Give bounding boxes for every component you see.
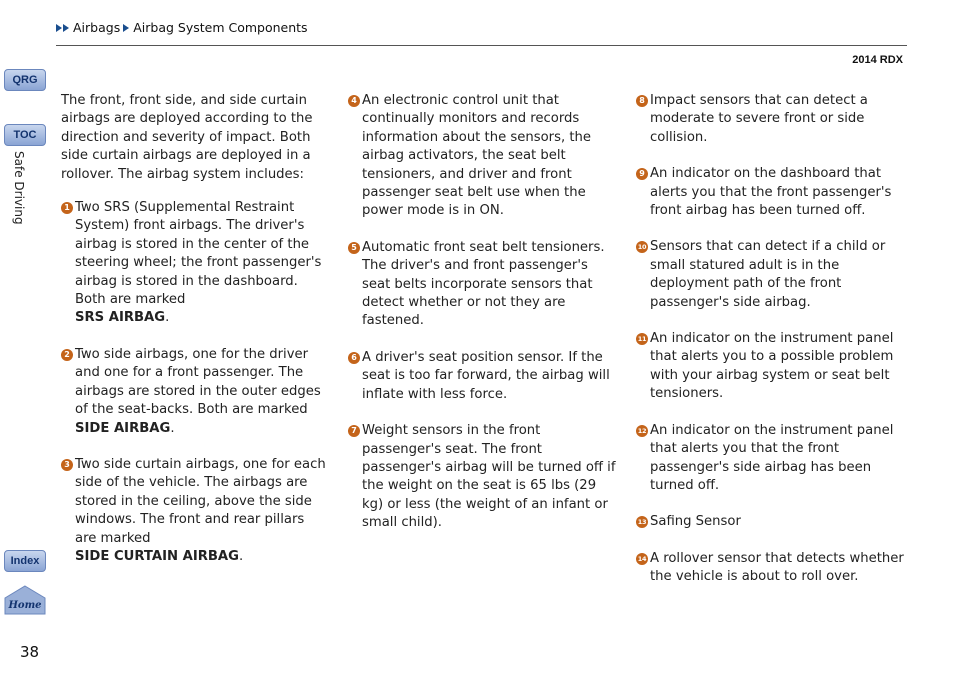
breadcrumb-current: Airbag System Components [133,20,308,35]
home-button[interactable] [4,585,46,615]
list-item: 7 Weight sensors in the front passenger's seat. The front passenger's airbag will be turned off if the weight on the seat is 65 lbs (29 kg) or less (the weight of an infant or small child). [348,422,616,532]
list-item: 4 An electronic control unit that continually monitors and records information about the sensors, the airbag activators, the seat belt tensioners, and driver and front passenger seat belt use when the power mode is in ON. [348,92,616,221]
header-divider [56,45,907,46]
qrg-button[interactable]: QRG [4,69,46,91]
column-1 [61,92,326,584]
intro-paragraph: The front, front side, and side curtain airbags are deployed according to the direction and severity of impact. Both side curtain airbags are deployed in a rollover. The airbag system includes: [61,93,313,182]
number-4-icon: 4 [348,95,360,107]
arrow-icon [56,24,62,32]
number-13-icon: 13 [637,518,647,527]
number-2-icon: 2 [61,349,73,361]
number-14-icon: 14 [637,554,647,563]
model-label: 2014 RDX [852,54,903,66]
number-3-icon: 3 [61,459,73,471]
list-item: 8 Impact sensors that can detect a moderate to severe front or side collision. [636,92,908,147]
number-1-icon: 1 [61,202,73,214]
list-item: 3 Two side curtain airbags, one for each side of the vehicle. The airbags are stored in the ceiling, above the side windows. The front and rear pillars are marked SIDE CURTAIN AIRBAG. [61,456,326,566]
column-3 [636,92,908,605]
page-number: 38 [20,643,40,661]
number-8-icon: 8 [636,95,648,107]
arrow-icon [123,24,129,32]
list-item: 2 Two side airbags, one for the driver and one for a front passenger. The airbags are stored in the outer edges of the seat-backs. Both are marked SIDE AIRBAG. [61,346,326,438]
breadcrumb [56,20,308,35]
home-label: Home [8,600,42,611]
list-item: 9 An indicator on the dashboard that alerts you that the front passenger's front airbag has been turned off. [636,165,908,220]
list-item: 1 Two SRS (Supplemental Restraint System) front airbags. The driver's airbag is stored in the center of the steering wheel; the front passenger's airbag is stored in the dashboard. Both are marked SRS AIRBAG. [61,199,326,328]
number-10-icon: 10 [637,243,647,252]
number-11-icon: 11 [637,335,647,344]
number-9-icon: 9 [636,168,648,180]
column-2 [348,92,616,551]
section-label: Safe Driving [12,151,26,225]
list-item: 13 Safing Sensor [637,514,741,530]
list-item: 5 Automatic front seat belt tensioners. The driver's and front passenger's seat belts incorporate sensors that detect whether or not they are fastened. [348,239,616,331]
list-item: 14 A rollover sensor that detects whether the vehicle is about to roll over. [637,550,904,585]
breadcrumb-link-airbags[interactable]: Airbags [73,20,121,35]
arrow-icon [63,24,69,32]
number-6-icon: 6 [348,352,360,364]
number-5-icon: 5 [348,242,360,254]
index-button[interactable]: Index [4,550,46,572]
list-item: 12 An indicator on the instrument panel that alerts you that the front passenger's side airbag has been turned off. [637,422,894,493]
list-item: 6 A driver's seat position sensor. If the seat is too far forward, the airbag will inflate with less force. [348,349,616,404]
number-12-icon: 12 [637,426,647,435]
toc-button[interactable]: TOC [4,124,46,146]
list-item: 11 An indicator on the instrument panel that alerts you to a possible problem with your airbag system or seat belt tensioners. [637,331,894,402]
number-7-icon: 7 [348,425,360,437]
list-item: 10 Sensors that can detect if a child or small statured adult is in the deployment path of the front passenger's side airbag. [637,239,886,310]
